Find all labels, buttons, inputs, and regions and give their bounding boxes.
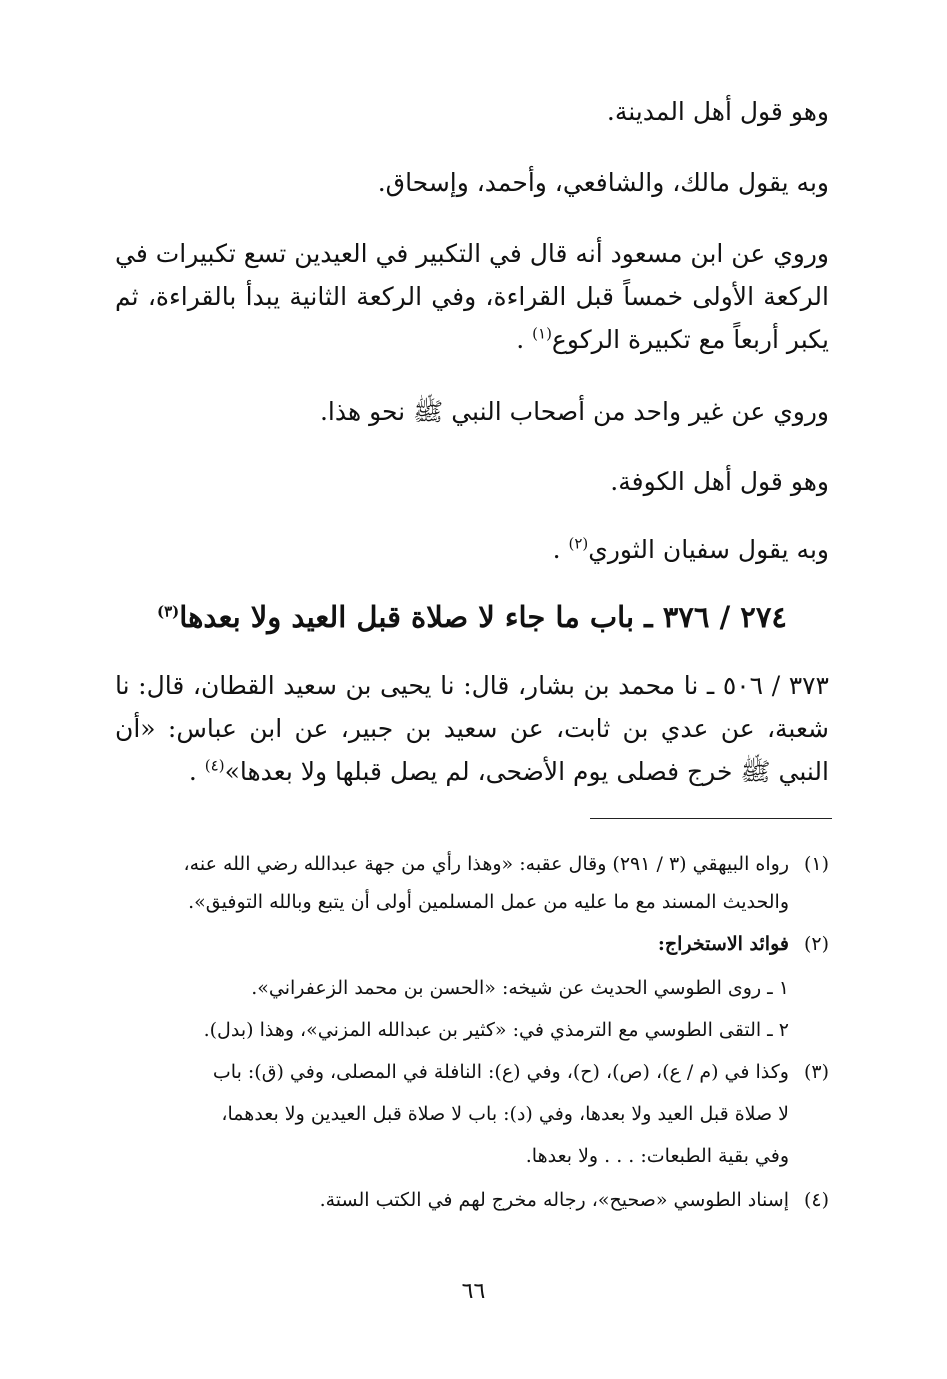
hadith-end: . <box>188 757 205 786</box>
text-line-2: وبه يقول مالك، والشافعي، وأحمد، وإسحاق. <box>377 168 829 197</box>
page-number: ٦٦ <box>461 1279 486 1304</box>
footnote-2 <box>115 926 829 962</box>
footnote-2-number: (٢) <box>803 933 829 955</box>
footnote-3 <box>115 1054 829 1090</box>
hadith-paragraph <box>115 664 829 793</box>
footnote-3-line-3: وفي بقية الطبعات: . . . ولا بعدها. <box>525 1145 789 1167</box>
footnote-2-title: فوائد الاستخراج: <box>657 933 789 955</box>
text-line-4: وروي عن غير واحد من أصحاب النبي ﷺ نحو هذا. <box>319 397 829 426</box>
footnote-2-item-1: ١ ـ روى الطوسي الحديث عن شيخه: «الحسن بن محمد الزعفراني». <box>251 977 789 999</box>
hadith-text: ٣٧٣ / ٥٠٦ ـ نا محمد بن بشار، قال: نا يحيى بن سعيد القطان، قال: نا شعبة، عن عدي بن ثابت، عن سعيد بن جبير، عن ابن عباس: «أن النبي ﷺ خرج فصلى يوم الأضحى، لم يصل قبلها ولا بعدها» <box>115 671 829 786</box>
text-line-5: وهو قول أهل الكوفة. <box>610 467 829 496</box>
footnote-2-item-2: ٢ ـ التقى الطوسي مع الترمذي في: «كثير بن عبدالله المزني»، وهذا (بدل). <box>203 1019 789 1041</box>
footnote-4 <box>115 1182 829 1218</box>
text-line-6 <box>553 530 829 570</box>
footnote-3-line-2: لا صلاة قبل العيد ولا بعدها، وفي (د): باب لا صلاة قبل العيدين ولا بعدهما، <box>221 1103 789 1125</box>
footnote-ref-2: (٢) <box>568 534 589 553</box>
footnote-ref-4: (٤) <box>204 756 225 775</box>
heading-text: ٢٧٤ / ٣٧٦ ـ باب ما جاء لا صلاة قبل العيد ولا بعدها <box>179 600 787 634</box>
footnote-1 <box>115 846 829 882</box>
paragraph-end: . <box>516 325 533 354</box>
text-line-1: وهو قول أهل المدينة. <box>606 97 829 126</box>
footnote-separator <box>590 818 832 819</box>
footnote-3-line-1: وكذا في (م / ع)، (ص)، (ح)، وفي (ع): النافلة في المصلى، وفي (ق): باب <box>212 1061 789 1083</box>
chapter-heading <box>157 595 787 639</box>
line6-end: . <box>552 535 569 564</box>
footnote-1-number: (١) <box>803 853 829 875</box>
paragraph-text: وروي عن ابن مسعود أنه قال في التكبير في العيدين تسع تكبيرات في الركعة الأولى خمساً قبل القراءة، وفي الركعة الثانية يبدأ بالقراءة، ثم يكبر أربعاً مع تكبيرة الركوع <box>114 239 829 354</box>
footnote-ref-3: (٣) <box>156 602 180 621</box>
footnote-1-line-2: والحديث المسند مع ما عليه من عمل المسلمين أولى أن يتبع وبالله التوفيق». <box>188 891 789 913</box>
footnote-1-line-1: رواه البيهقي (٣ / ٢٩١) وقال عقبه: «وهذا رأي من جهة عبدالله رضي الله عنه، <box>183 853 789 875</box>
text-paragraph-ibn-masud <box>115 232 829 361</box>
footnote-3-number: (٣) <box>803 1061 829 1083</box>
line6-text: وبه يقول سفيان الثوري <box>588 535 829 564</box>
footnote-4-number: (٤) <box>803 1189 829 1211</box>
footnote-ref-1: (١) <box>532 324 552 343</box>
footnote-4-line-1: إسناد الطوسي «صحيح»، رجاله مخرج لهم في الكتب الستة. <box>319 1189 789 1211</box>
